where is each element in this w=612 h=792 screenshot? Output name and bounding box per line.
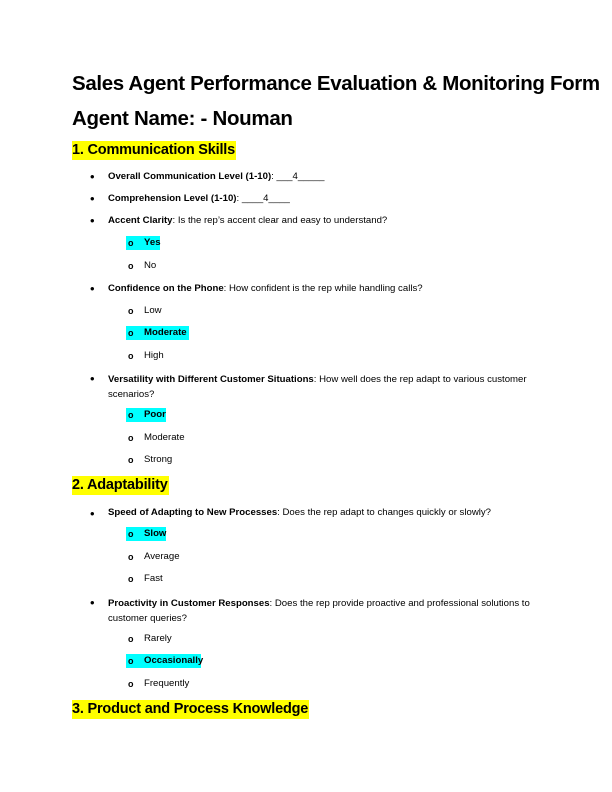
radio-option-icon: o xyxy=(128,410,134,420)
radio-option-icon: o xyxy=(128,634,134,644)
radio-option-icon: o xyxy=(128,679,134,689)
item-question: : Is the rep’s accent clear and easy to understand? xyxy=(172,215,388,226)
document-title: Sales Agent Performance Evaluation & Monitoring Form xyxy=(72,72,600,95)
item-speed-of-adapting xyxy=(108,507,491,519)
option-moderate[interactable]: Moderate xyxy=(144,432,185,443)
item-proactivity xyxy=(108,596,548,626)
radio-option-icon: o xyxy=(128,328,134,338)
radio-option-icon: o xyxy=(128,656,134,666)
item-accent-clarity xyxy=(108,215,387,227)
item-label: Comprehension Level (1-10) xyxy=(108,193,237,204)
item-versatility xyxy=(108,372,548,402)
bullet-icon: • xyxy=(90,213,95,228)
item-question: : How confident is the rep while handling calls? xyxy=(223,283,423,294)
section-heading-adaptability: 2. Adaptability xyxy=(72,477,168,493)
radio-option-icon: o xyxy=(128,261,134,271)
option-slow[interactable]: Slow xyxy=(144,528,167,539)
option-frequently[interactable]: Frequently xyxy=(144,678,190,689)
bullet-icon: • xyxy=(90,595,95,610)
item-label: Versatility with Different Customer Situations xyxy=(108,374,314,385)
option-high[interactable]: High xyxy=(144,350,164,361)
option-yes[interactable]: Yes xyxy=(144,237,161,248)
radio-option-icon: o xyxy=(128,552,134,562)
option-strong[interactable]: Strong xyxy=(144,454,173,465)
option-poor[interactable]: Poor xyxy=(144,409,166,420)
bullet-icon: • xyxy=(90,371,95,386)
radio-option-icon: o xyxy=(128,529,134,539)
section-heading-communication-skills: 1. Communication Skills xyxy=(72,142,235,158)
radio-option-icon: o xyxy=(128,238,134,248)
option-fast[interactable]: Fast xyxy=(144,573,163,584)
section-heading-product-process-knowledge: 3. Product and Process Knowledge xyxy=(72,701,309,717)
option-moderate[interactable]: Moderate xyxy=(144,327,187,338)
rating-value-field[interactable]: ___4_____ xyxy=(276,171,325,182)
option-no[interactable]: No xyxy=(144,260,157,271)
item-label: Proactivity in Customer Responses xyxy=(108,598,270,609)
rating-value-field[interactable]: ____4____ xyxy=(241,193,290,204)
option-occasionally[interactable]: Occasionally xyxy=(144,655,204,666)
bullet-icon: • xyxy=(90,191,95,206)
item-label: Overall Communication Level (1-10) xyxy=(108,171,272,182)
item-label: Speed of Adapting to New Processes xyxy=(108,507,278,518)
item-question: : Does the rep adapt to changes quickly or slowly? xyxy=(277,507,492,518)
item-question: : How well does the rep adapt to various customer scenarios? xyxy=(108,374,527,400)
option-rarely[interactable]: Rarely xyxy=(144,633,172,644)
option-low[interactable]: Low xyxy=(144,305,162,316)
bullet-icon: • xyxy=(90,169,95,184)
item-question: : Does the rep provide proactive and professional solutions to customer queries? xyxy=(108,598,530,624)
item-comprehension-level: Comprehension Level (1-10): ____4____ xyxy=(108,193,290,204)
radio-option-icon: o xyxy=(128,574,134,584)
radio-option-icon: o xyxy=(128,455,134,465)
agent-name-heading: Agent Name: - Nouman xyxy=(72,107,293,130)
item-label: Confidence on the Phone xyxy=(108,283,224,294)
item-label: Accent Clarity xyxy=(108,215,173,226)
bullet-icon: • xyxy=(90,506,95,521)
radio-option-icon: o xyxy=(128,351,134,361)
item-overall-communication-level: Overall Communication Level (1-10): ___4_____ xyxy=(108,171,325,182)
radio-option-icon: o xyxy=(128,433,134,443)
bullet-icon: • xyxy=(90,281,95,296)
option-average[interactable]: Average xyxy=(144,551,180,562)
item-confidence-on-phone xyxy=(108,283,423,295)
radio-option-icon: o xyxy=(128,306,134,316)
